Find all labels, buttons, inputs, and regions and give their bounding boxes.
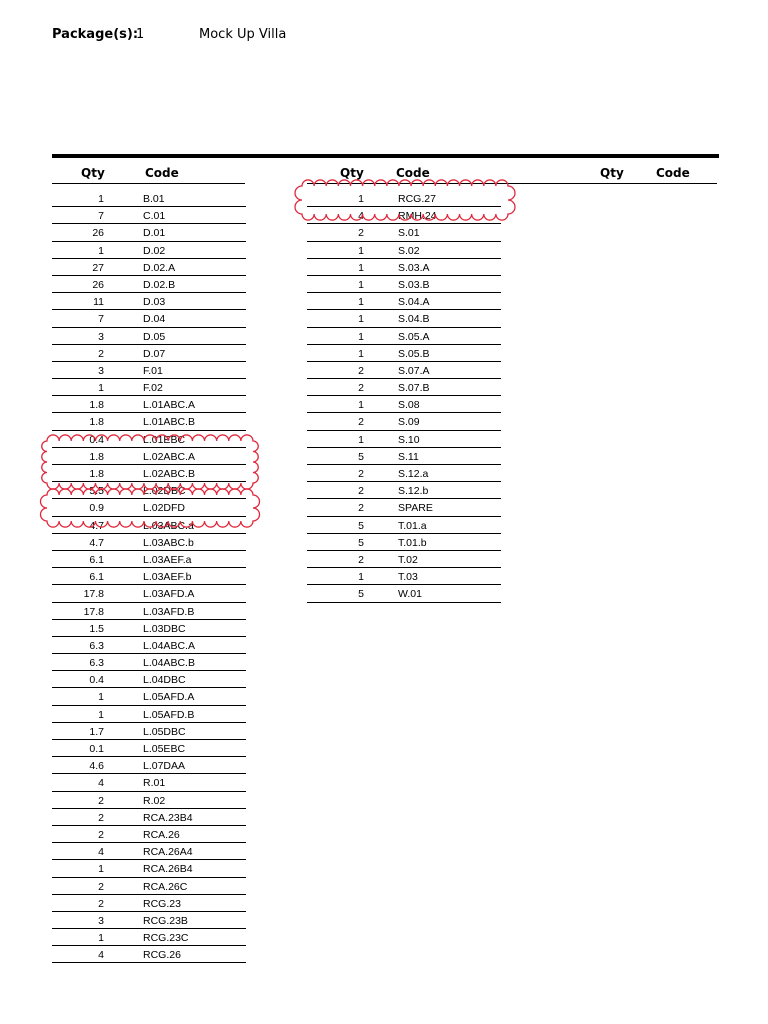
- qty-cell: 2: [358, 364, 364, 377]
- table-row: [307, 379, 501, 396]
- code-cell: C.01: [143, 210, 166, 223]
- code-cell: S.05.A: [398, 330, 430, 343]
- table-row: [52, 293, 246, 310]
- code-cell: L.03AEF.b: [143, 571, 192, 584]
- code-cell: S.04.A: [398, 296, 430, 309]
- qty-cell: 4: [98, 949, 104, 962]
- qty-cell: 7: [98, 210, 104, 223]
- qty-cell: 2: [98, 828, 104, 841]
- qty-cell: 1: [358, 296, 364, 309]
- code-cell: S.01: [398, 227, 420, 240]
- code-cell: RMH.24: [398, 210, 437, 223]
- table-row: [52, 809, 246, 826]
- table-row: [52, 603, 246, 620]
- table-row: [307, 190, 501, 207]
- table-row: [307, 517, 501, 534]
- package-name: Mock Up Villa: [199, 27, 287, 42]
- table-row: [307, 482, 501, 499]
- code-cell: RCG.26: [143, 949, 181, 962]
- code-cell: S.07.B: [398, 382, 430, 395]
- parts-table-2: [307, 190, 501, 603]
- code-cell: S.09: [398, 416, 420, 429]
- col1-qty-header: Qty: [81, 166, 105, 180]
- code-cell: D.04: [143, 313, 166, 326]
- qty-cell: 6.3: [89, 639, 104, 652]
- code-cell: L.04ABC.B: [143, 657, 195, 670]
- table-row: [52, 431, 246, 448]
- qty-cell: 1: [358, 433, 364, 446]
- qty-cell: 4: [358, 210, 364, 223]
- code-cell: RCG.27: [398, 193, 436, 205]
- qty-cell: 2: [358, 502, 364, 515]
- top-rule: [52, 154, 719, 158]
- code-cell: T.02: [398, 553, 418, 566]
- table-row: [307, 431, 501, 448]
- table-row: [307, 568, 501, 585]
- table-row: [52, 413, 246, 430]
- code-cell: B.01: [143, 193, 165, 205]
- package-label: Package(s):: [52, 27, 139, 42]
- code-cell: F.02: [143, 382, 163, 395]
- table-row: [52, 843, 246, 860]
- col2-code-header: Code: [396, 166, 430, 180]
- code-cell: L.03AEF.a: [143, 553, 192, 566]
- code-cell: D.02: [143, 244, 166, 257]
- code-cell: RCA.26A4: [143, 846, 193, 859]
- qty-cell: 2: [98, 897, 104, 910]
- code-cell: L.03ABC.a: [143, 519, 194, 532]
- table-row: [52, 379, 246, 396]
- table-row: [52, 706, 246, 723]
- qty-cell: 5.5: [89, 485, 104, 498]
- qty-cell: 4: [98, 846, 104, 859]
- code-cell: L.01ABC.A: [143, 399, 195, 412]
- qty-cell: 26: [92, 227, 104, 240]
- table-row: [52, 345, 246, 362]
- table-row: [52, 878, 246, 895]
- qty-cell: 1: [98, 244, 104, 257]
- qty-cell: 1: [98, 863, 104, 876]
- table-row: [52, 534, 246, 551]
- qty-cell: 1: [98, 932, 104, 945]
- table-row: [52, 328, 246, 345]
- table-row: [52, 310, 246, 327]
- qty-cell: 2: [358, 227, 364, 240]
- code-cell: L.04ABC.A: [143, 639, 195, 652]
- code-cell: D.07: [143, 347, 166, 360]
- qty-cell: 1: [358, 347, 364, 360]
- qty-cell: 2: [358, 553, 364, 566]
- table-row: [307, 242, 501, 259]
- code-cell: L.03ABC.b: [143, 536, 194, 549]
- qty-cell: 6.1: [89, 571, 104, 584]
- table-row: [52, 517, 246, 534]
- table-row: [52, 207, 246, 224]
- code-cell: RCG.23C: [143, 932, 189, 945]
- qty-cell: 26: [92, 278, 104, 291]
- table-row: [52, 895, 246, 912]
- col3-qty-header: Qty: [600, 166, 624, 180]
- code-cell: L.04DBC: [143, 674, 186, 687]
- qty-cell: 5: [358, 588, 364, 601]
- code-cell: D.02.A: [143, 261, 176, 274]
- code-cell: D.01: [143, 227, 166, 240]
- code-cell: S.11: [398, 450, 419, 463]
- code-cell: L.01EBC: [143, 433, 186, 446]
- col1-code-header: Code: [145, 166, 179, 180]
- table-row: [52, 482, 246, 499]
- col2-qty-header: Qty: [340, 166, 364, 180]
- qty-cell: 2: [98, 347, 104, 360]
- qty-cell: 1: [358, 571, 364, 584]
- qty-cell: 4.7: [89, 519, 104, 532]
- table-row: [307, 328, 501, 345]
- code-cell: W.01: [398, 588, 422, 601]
- table-row: [52, 688, 246, 705]
- qty-cell: 1: [358, 330, 364, 343]
- table-row: [52, 551, 246, 568]
- table-row: [52, 276, 246, 293]
- qty-cell: 1: [358, 278, 364, 291]
- qty-cell: 27: [92, 261, 104, 274]
- table-row: [52, 242, 246, 259]
- qty-cell: 1: [358, 244, 364, 257]
- code-cell: S.05.B: [398, 347, 430, 360]
- code-cell: L.03AFD.A: [143, 588, 195, 601]
- qty-cell: 4.6: [89, 760, 104, 773]
- code-cell: RCG.23: [143, 897, 181, 910]
- table-row: [307, 259, 501, 276]
- table-row: [52, 654, 246, 671]
- table-row: [307, 362, 501, 379]
- code-cell: L.03DBC: [143, 622, 186, 635]
- qty-cell: 1.8: [89, 399, 104, 412]
- table-row: [307, 551, 501, 568]
- qty-cell: 1.7: [89, 725, 104, 738]
- qty-cell: 2: [358, 416, 364, 429]
- qty-cell: 1.5: [89, 622, 104, 635]
- table-row: [52, 259, 246, 276]
- code-cell: T.01.a: [398, 519, 427, 532]
- col3-code-header: Code: [656, 166, 690, 180]
- code-cell: T.03: [398, 571, 418, 584]
- qty-cell: 3: [98, 330, 104, 343]
- table-row: [52, 826, 246, 843]
- code-cell: S.10: [398, 433, 420, 446]
- table-row: [52, 929, 246, 946]
- code-cell: L.05DBC: [143, 725, 186, 738]
- code-cell: L.05EBC: [143, 743, 186, 755]
- code-cell: D.05: [143, 330, 166, 343]
- table-row: [52, 585, 246, 602]
- table-row: [52, 774, 246, 791]
- table-row: [52, 723, 246, 740]
- qty-cell: 1: [98, 382, 104, 395]
- table-row: [52, 860, 246, 877]
- code-cell: F.01: [143, 364, 163, 377]
- code-cell: R.02: [143, 794, 166, 807]
- table-row: [52, 637, 246, 654]
- code-cell: L.05AFD.A: [143, 691, 195, 704]
- qty-cell: 1.8: [89, 416, 104, 429]
- code-cell: S.03.A: [398, 261, 430, 274]
- code-cell: S.02: [398, 244, 420, 257]
- qty-cell: 17.8: [83, 605, 104, 618]
- qty-cell: 2: [358, 468, 364, 480]
- code-cell: L.03AFD.B: [143, 605, 195, 618]
- code-cell: L.07DAA: [143, 760, 186, 773]
- table-row: [307, 499, 501, 516]
- table-row: [52, 396, 246, 413]
- qty-cell: 4: [98, 777, 104, 790]
- code-cell: D.02.B: [143, 278, 176, 291]
- code-cell: L.01ABC.B: [143, 416, 195, 429]
- table-row: [52, 740, 246, 757]
- qty-cell: 1: [358, 399, 364, 412]
- qty-cell: 6.3: [89, 657, 104, 670]
- table-row: [52, 362, 246, 379]
- qty-cell: 2: [98, 880, 104, 893]
- qty-cell: 1: [98, 193, 104, 205]
- qty-cell: 1: [358, 261, 364, 274]
- qty-cell: 0.4: [89, 674, 104, 687]
- table-row: [52, 757, 246, 774]
- qty-cell: 4.7: [89, 536, 104, 549]
- qty-cell: 17.8: [83, 588, 104, 601]
- code-cell: T.01.b: [398, 536, 427, 549]
- table-row: [52, 224, 246, 241]
- code-cell: S.12.b: [398, 485, 429, 498]
- qty-cell: 1: [98, 708, 104, 721]
- code-cell: L.02ABC.A: [143, 450, 195, 463]
- qty-cell: 5: [358, 519, 364, 532]
- table-row: [307, 276, 501, 293]
- qty-cell: 6.1: [89, 553, 104, 566]
- table-row: [52, 568, 246, 585]
- qty-cell: 7: [98, 313, 104, 326]
- package-count: 1: [136, 27, 145, 42]
- table-row: [307, 224, 501, 241]
- table-row: [307, 448, 501, 465]
- col1-header-rule: [52, 183, 245, 184]
- code-cell: S.07.A: [398, 364, 430, 377]
- qty-cell: 0.1: [89, 743, 104, 755]
- code-cell: L.02DBC: [143, 485, 186, 498]
- table-row: [52, 620, 246, 637]
- table-row: [52, 465, 246, 482]
- table-row: [307, 310, 501, 327]
- qty-cell: 1.8: [89, 450, 104, 463]
- table-row: [52, 792, 246, 809]
- code-cell: RCA.26B4: [143, 863, 193, 876]
- qty-cell: 5: [358, 450, 364, 463]
- qty-cell: 5: [358, 536, 364, 549]
- table-row: [52, 448, 246, 465]
- qty-cell: 3: [98, 364, 104, 377]
- table-row: [307, 465, 501, 482]
- code-cell: L.02ABC.B: [143, 468, 195, 480]
- table-row: [307, 585, 501, 602]
- qty-cell: 1: [98, 691, 104, 704]
- code-cell: S.12.a: [398, 468, 429, 480]
- table-row: [307, 534, 501, 551]
- qty-cell: 1: [358, 313, 364, 326]
- qty-cell: 2: [358, 382, 364, 395]
- table-row: [52, 499, 246, 516]
- table-row: [52, 190, 246, 207]
- code-cell: S.03.B: [398, 278, 430, 291]
- table-row: [52, 946, 246, 963]
- qty-cell: 0.9: [89, 502, 104, 515]
- code-cell: S.04.B: [398, 313, 430, 326]
- table-row: [307, 345, 501, 362]
- qty-cell: 1: [358, 193, 364, 205]
- code-cell: D.03: [143, 296, 166, 309]
- qty-cell: 2: [98, 794, 104, 807]
- code-cell: RCA.23B4: [143, 811, 193, 824]
- col2-header-rule: [307, 183, 717, 184]
- code-cell: SPARE: [398, 502, 433, 515]
- code-cell: R.01: [143, 777, 166, 790]
- code-cell: L.05AFD.B: [143, 708, 195, 721]
- qty-cell: 2: [358, 485, 364, 498]
- code-cell: RCA.26C: [143, 880, 188, 893]
- code-cell: L.02DFD: [143, 502, 186, 515]
- parts-table-1: [52, 190, 246, 963]
- table-row: [307, 207, 501, 224]
- qty-cell: 11: [93, 296, 104, 309]
- qty-cell: 2: [98, 811, 104, 824]
- code-cell: S.08: [398, 399, 420, 412]
- table-row: [52, 671, 246, 688]
- code-cell: RCG.23B: [143, 914, 188, 927]
- table-row: [307, 396, 501, 413]
- qty-cell: 1.8: [89, 468, 104, 480]
- table-row: [307, 413, 501, 430]
- qty-cell: 0.4: [89, 433, 104, 446]
- qty-cell: 3: [98, 914, 104, 927]
- code-cell: RCA.26: [143, 828, 180, 841]
- table-row: [307, 293, 501, 310]
- table-row: [52, 912, 246, 929]
